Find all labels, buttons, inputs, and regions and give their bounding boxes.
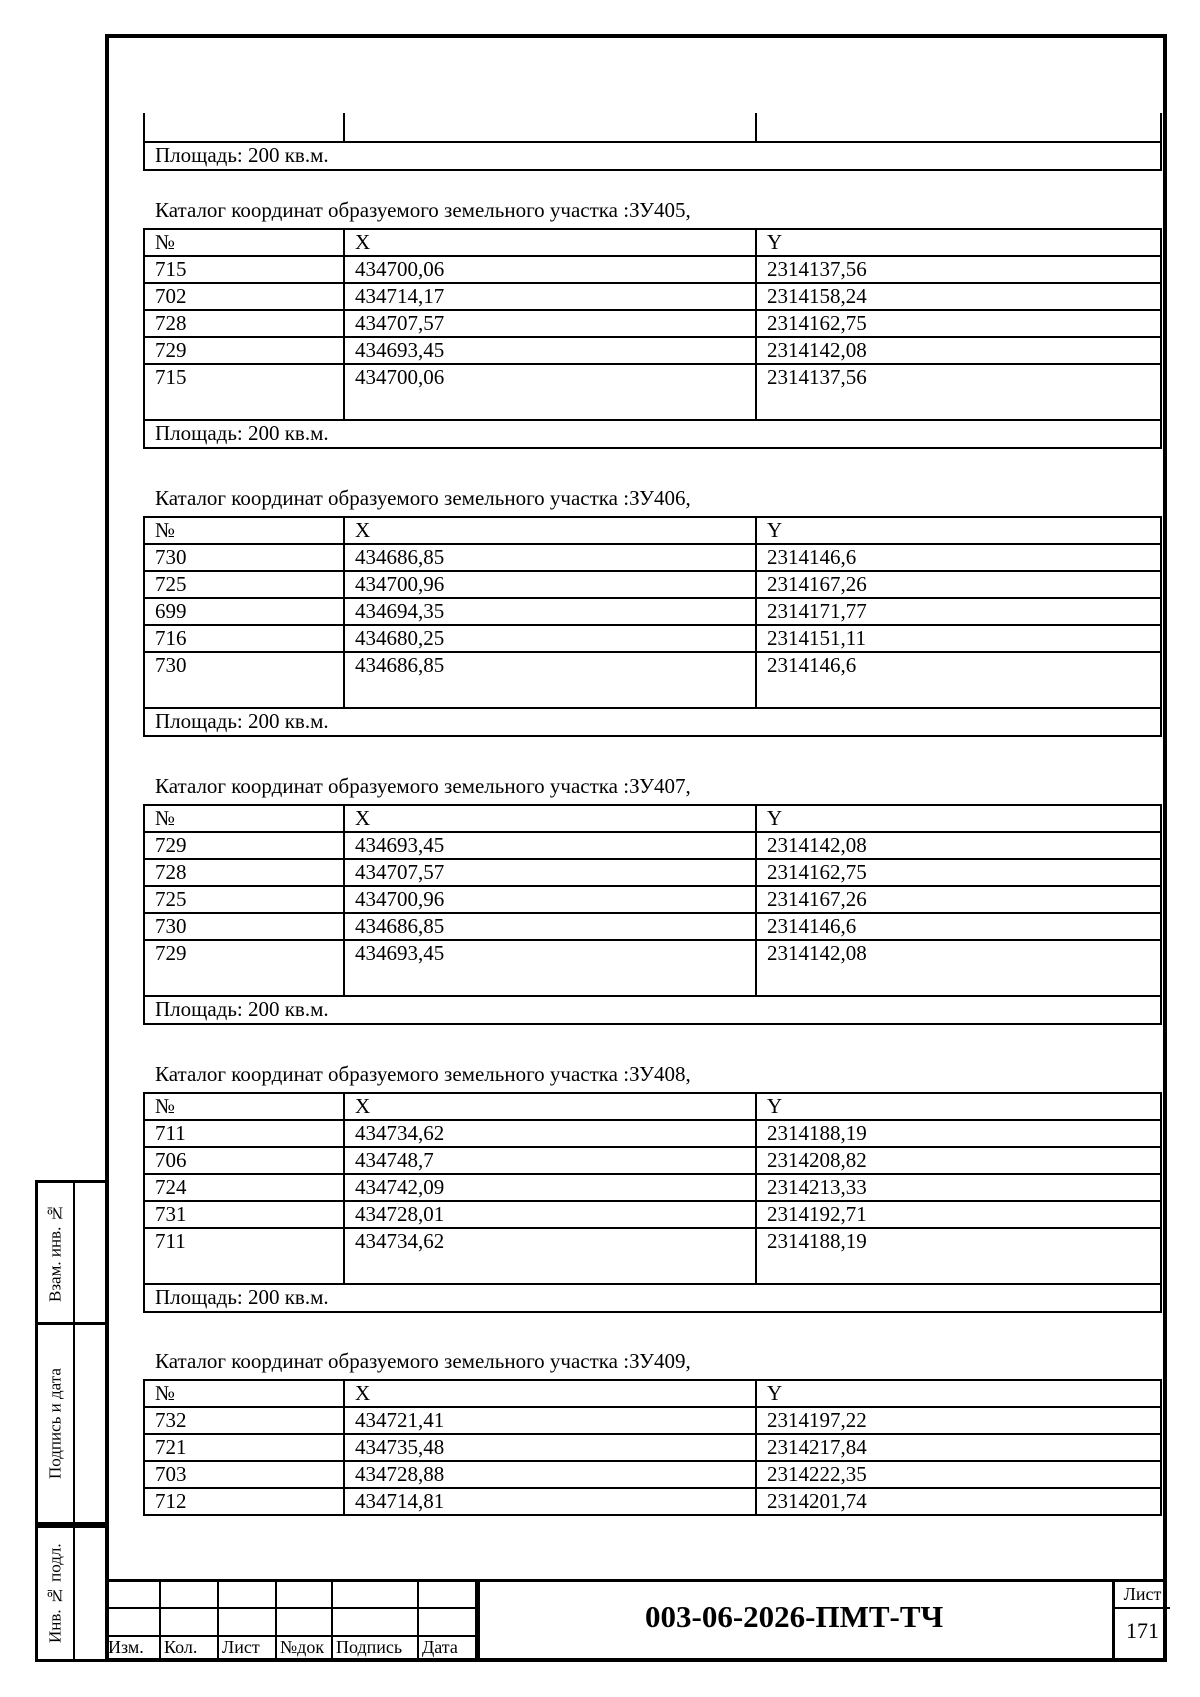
area-cell: Площадь: 200 кв.м. [144,142,1161,170]
table-row [144,886,1161,913]
coords-table [143,804,1162,1025]
coord-y: 2314188,19 [756,1228,1161,1284]
header-cell-x: X [344,1093,756,1120]
title-block-cell [277,1579,333,1607]
coords-table [143,1379,1162,1516]
table-row [144,310,1161,337]
point-number: 711 [144,1228,344,1284]
table-row [144,256,1161,283]
header-cell-y: Y [756,229,1161,256]
title-block-cell [219,1607,277,1635]
coords-table [143,228,1162,449]
coord-x: 434728,88 [344,1461,756,1488]
title-block-cell [105,1579,161,1607]
header-row [144,1093,1161,1120]
table-row [144,598,1161,625]
coord-y: 2314146,6 [756,913,1161,940]
coord-x: 434693,45 [344,832,756,859]
coord-y: 2314167,26 [756,886,1161,913]
coord-y: 2314208,82 [756,1147,1161,1174]
point-number: 729 [144,337,344,364]
title-block-cell [161,1607,219,1635]
table-row [144,940,1161,996]
table-row [144,1488,1161,1515]
catalog-caption: Каталог координат образуемого земельного участка :ЗУ405, [155,198,691,222]
header-cell-y: Y [756,517,1161,544]
side-label-vzam-inv: Взам. инв. № [45,1203,65,1302]
point-number: 715 [144,364,344,420]
area-cell: Площадь: 200 кв.м. [144,420,1161,448]
title-block-cell [419,1579,477,1607]
title-block-cell [277,1607,333,1635]
table-row [144,652,1161,708]
header-cell-x: X [344,1380,756,1407]
table-row [144,913,1161,940]
sheet-number: 171 [1126,1618,1159,1643]
coord-y: 2314142,08 [756,832,1161,859]
coord-x: 434686,85 [344,652,756,708]
side-stamp-vzam [35,1180,105,1325]
table-row [144,1228,1161,1284]
header-cell-num: № [144,1093,344,1120]
area-cell: Площадь: 200 кв.м. [144,996,1161,1024]
table-row [144,1120,1161,1147]
area-cell: Площадь: 200 кв.м. [144,1284,1161,1312]
coord-x: 434714,17 [344,283,756,310]
point-number: 712 [144,1488,344,1515]
area-row [144,708,1161,736]
sheet-box [1112,1579,1170,1662]
header-cell-y: Y [756,1380,1161,1407]
table-row [144,832,1161,859]
coord-y: 2314192,71 [756,1201,1161,1228]
title-block-cell [333,1579,419,1607]
title-block-cell [419,1607,477,1635]
coord-x: 434693,45 [344,940,756,996]
coord-x: 434686,85 [344,544,756,571]
point-number: 730 [144,913,344,940]
header-row [144,517,1161,544]
coord-y: 2314197,22 [756,1407,1161,1434]
point-number: 730 [144,544,344,571]
point-number: 706 [144,1147,344,1174]
table-row [144,1434,1161,1461]
point-number: 721 [144,1434,344,1461]
coord-y: 2314142,08 [756,337,1161,364]
point-number: 703 [144,1461,344,1488]
header-cell-x: X [344,805,756,832]
coord-y: 2314222,35 [756,1461,1161,1488]
coord-y: 2314137,56 [756,256,1161,283]
coord-x: 434728,01 [344,1201,756,1228]
coord-x: 434700,96 [344,571,756,598]
table-row [144,1147,1161,1174]
coord-y: 2314167,26 [756,571,1161,598]
coord-x: 434734,62 [344,1228,756,1284]
side-label-podpis-data: Подпись и дата [45,1368,65,1479]
coord-y: 2314162,75 [756,310,1161,337]
table-row [144,544,1161,571]
area-row [144,142,1161,170]
catalog-caption: Каталог координат образуемого земельного участка :ЗУ407, [155,774,691,798]
table-row [144,571,1161,598]
table-row [144,1461,1161,1488]
coord-x: 434714,81 [344,1488,756,1515]
coord-x: 434735,48 [344,1434,756,1461]
area-row [144,996,1161,1024]
coord-x: 434686,85 [344,913,756,940]
title-block-cell [161,1579,219,1607]
coords-table [143,516,1162,737]
table-row [144,1174,1161,1201]
point-number: 728 [144,859,344,886]
coord-y: 2314188,19 [756,1120,1161,1147]
coords-table-partial [143,113,1162,171]
title-block-cell [333,1607,419,1635]
header-row [144,1380,1161,1407]
header-cell-num: № [144,229,344,256]
header-cell-num: № [144,805,344,832]
sheet-label: Лист [1115,1579,1170,1609]
document-code: 003-06-2026-ПМТ-ТЧ [645,1599,944,1634]
table-row [144,859,1161,886]
table-row [144,625,1161,652]
header-cell-y: Y [756,805,1161,832]
table-row [144,1201,1161,1228]
header-cell-num: № [144,1380,344,1407]
point-number: 715 [144,256,344,283]
side-label-inv-podl: Инв. № подл. [45,1543,65,1644]
point-number: 699 [144,598,344,625]
point-number: 729 [144,940,344,996]
side-stamp-inv [35,1525,105,1662]
coord-y: 2314213,33 [756,1174,1161,1201]
table-row [144,337,1161,364]
coord-x: 434694,35 [344,598,756,625]
header-cell-num: № [144,517,344,544]
point-number: 731 [144,1201,344,1228]
coord-x: 434742,09 [344,1174,756,1201]
coord-y: 2314146,6 [756,544,1161,571]
table-row [144,1407,1161,1434]
point-number: 725 [144,571,344,598]
point-number: 725 [144,886,344,913]
coord-y: 2314146,6 [756,652,1161,708]
catalog-caption: Каталог координат образуемого земельного участка :ЗУ409, [155,1349,691,1373]
side-stamp-podpis [35,1325,105,1525]
title-block-cell [105,1607,161,1635]
header-cell-x: X [344,229,756,256]
point-number: 702 [144,283,344,310]
coord-y: 2314142,08 [756,940,1161,996]
header-row [144,805,1161,832]
header-row [144,229,1161,256]
point-number: 728 [144,310,344,337]
table-row [144,283,1161,310]
coord-y: 2314171,77 [756,598,1161,625]
coord-x: 434693,45 [344,337,756,364]
header-cell-x: X [344,517,756,544]
catalog-caption: Каталог координат образуемого земельного участка :ЗУ406, [155,486,691,510]
coord-x: 434734,62 [344,1120,756,1147]
point-number: 716 [144,625,344,652]
point-number: 711 [144,1120,344,1147]
coord-y: 2314201,74 [756,1488,1161,1515]
coord-x: 434700,96 [344,886,756,913]
coord-y: 2314158,24 [756,283,1161,310]
header-cell-y: Y [756,1093,1161,1120]
coord-y: 2314151,11 [756,625,1161,652]
title-block-separator [477,1579,480,1662]
point-number: 729 [144,832,344,859]
coord-x: 434721,41 [344,1407,756,1434]
coord-x: 434680,25 [344,625,756,652]
coord-x: 434748,7 [344,1147,756,1174]
catalog-caption: Каталог координат образуемого земельного участка :ЗУ408, [155,1062,691,1086]
title-block-cell [219,1579,277,1607]
coord-y: 2314217,84 [756,1434,1161,1461]
coord-x: 434707,57 [344,859,756,886]
coord-y: 2314137,56 [756,364,1161,420]
point-number: 732 [144,1407,344,1434]
point-number: 730 [144,652,344,708]
area-row [144,1284,1161,1312]
point-number: 724 [144,1174,344,1201]
coord-y: 2314162,75 [756,859,1161,886]
table-row [144,364,1161,420]
area-row [144,420,1161,448]
area-cell: Площадь: 200 кв.м. [144,708,1161,736]
title-block: Изм. Кол. Лист №док Подпись Дата 003-06-2026-ПМТ-ТЧ Лист 171 [105,1579,1167,1662]
coord-x: 434700,06 [344,256,756,283]
coord-x: 434700,06 [344,364,756,420]
coords-table [143,1092,1162,1313]
table-row [144,113,1161,142]
coord-x: 434707,57 [344,310,756,337]
